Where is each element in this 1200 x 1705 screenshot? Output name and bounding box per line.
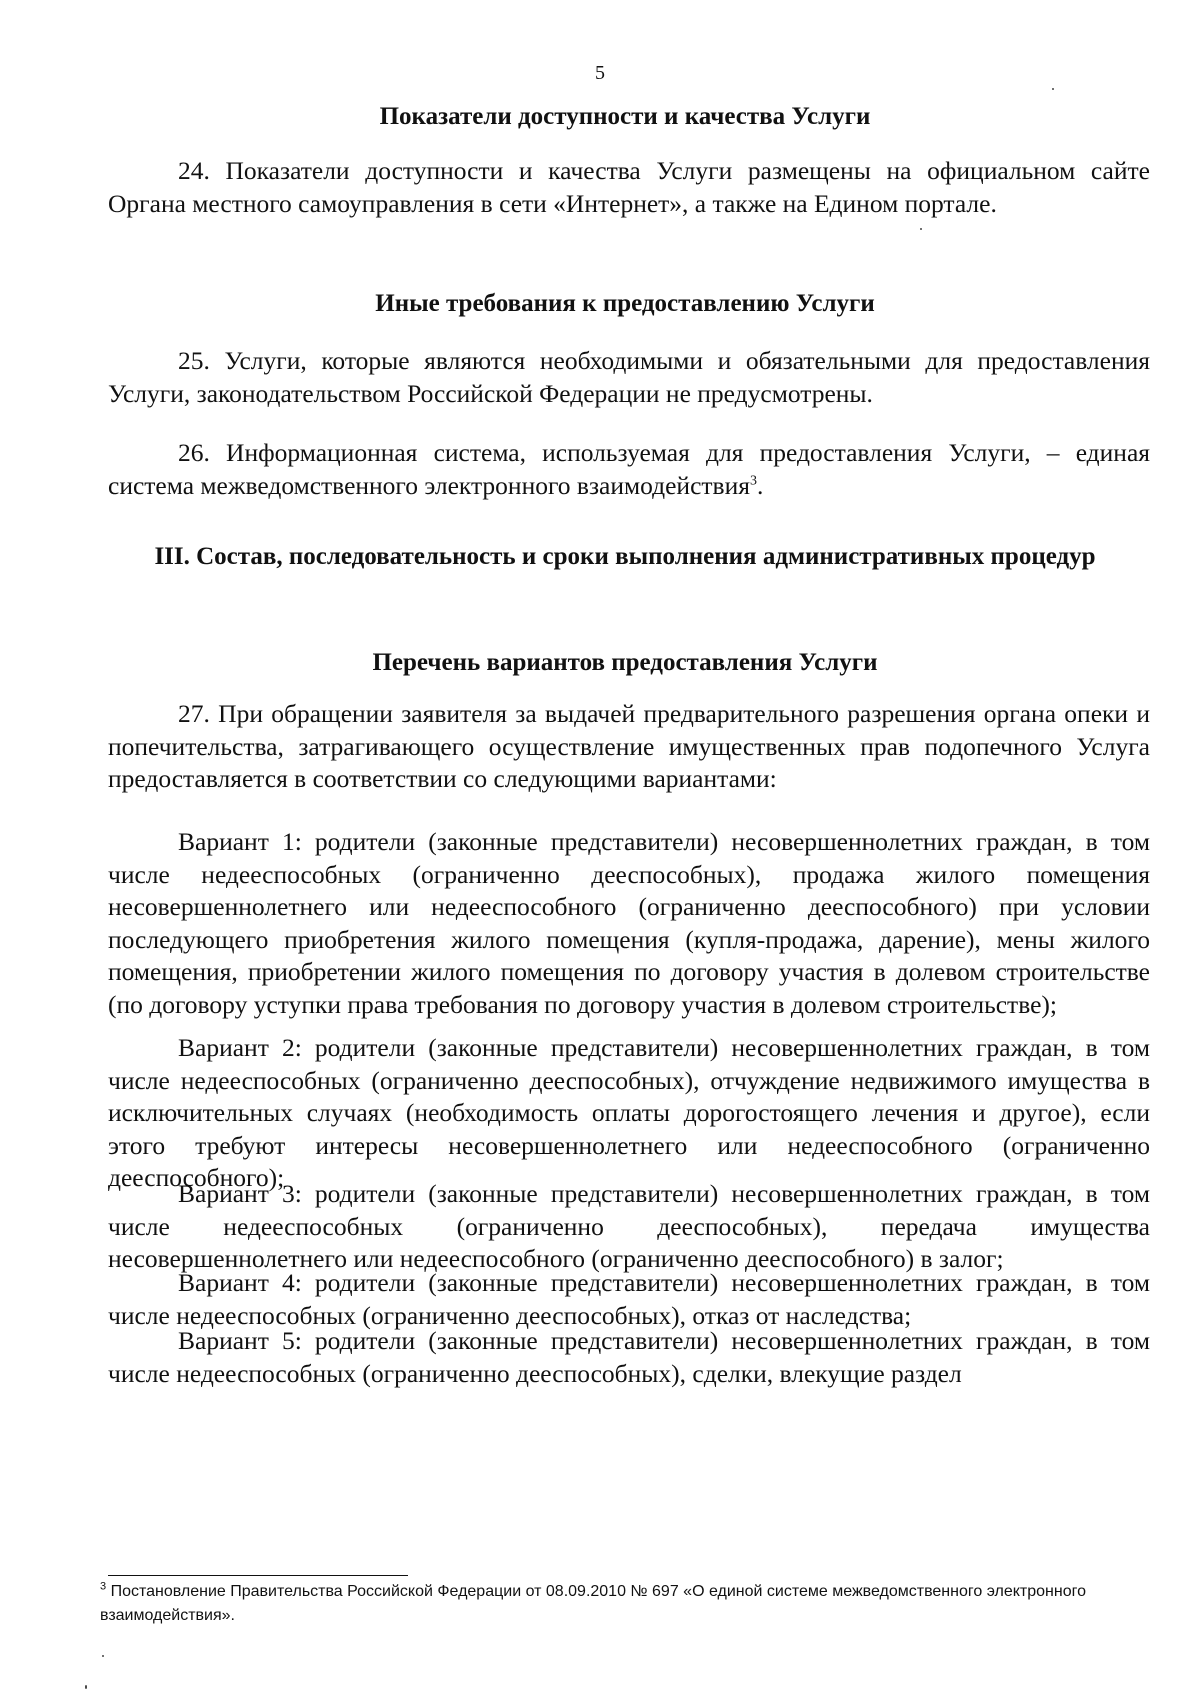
paragraph-26 [108, 437, 1150, 502]
scan-speck [1052, 88, 1054, 90]
paragraph-24: 24. Показатели доступности и качества Услуги размещены на официальном сайте Органа местного самоуправления в сети «Интернет», а также на Едином портале. [108, 156, 1150, 218]
paragraph-26-end: . [756, 470, 764, 500]
heading-section-iii: III. Состав, последовательность и сроки выполнения административных процедур [154, 543, 1096, 570]
heading-other-requirements: Иные требования к предоставлению Услуги [375, 290, 875, 317]
scan-speck [85, 1685, 87, 1689]
footnote-marker: 3 [100, 1580, 107, 1593]
paragraph-25: 25. Услуги, которые являются необходимыми и обязательными для предоставления Услуги, законодательством Российской Федерации не предусмотрены. [108, 346, 1150, 408]
scan-speck [920, 228, 922, 230]
paragraph-27: 27. При обращении заявителя за выдачей предварительного разрешения органа опеки и попечительства, затрагивающего осуществление имущественных прав подопечного Услуга предоставляется в соответствии со следующими вариантами: [108, 699, 1150, 793]
paragraph-26-text: 26. Информационная система, используемая для предоставления Услуги, – единая система межведомственного электронного взаимодействия [108, 438, 1150, 500]
variant-2: Вариант 2: родители (законные представители) несовершеннолетних граждан, в том числе недееспособных (ограниченно дееспособных), отчуждение недвижимого имущества в исключительных случаях (необходимость оплаты дорогостоящего лечения и другое), если этого требуют интересы несовершеннолетнего или недееспособного (ограниченно дееспособного); [108, 1033, 1150, 1192]
footnote-text: Постановление Правительства Российской Федерации от 08.09.2010 № 697 «О единой системе межведомственного электронного взаимодействия». [100, 1583, 1086, 1624]
scan-speck [102, 1655, 104, 1657]
variant-1: Вариант 1: родители (законные представители) несовершеннолетних граждан, в том числе недееспособных (ограниченно дееспособных), продажа жилого помещения несовершеннолетнего или недееспособного (ограниченно дееспособного) при условии последующего приобретения жилого помещения (купля-продажа, дарение), мены жилого помещения, приобретении жилого помещения по договору участия в долевом строительстве (по договору уступки права требования по договору участия в долевом строительстве); [108, 827, 1150, 1019]
variant-3: Вариант 3: родители (законные представители) несовершеннолетних граждан, в том числе недееспособных (ограниченно дееспособных), передача имущества несовершеннолетнего или недееспособного (ограниченно дееспособного) в залог; [108, 1179, 1150, 1273]
footnote-divider [108, 1575, 408, 1576]
heading-availability: Показатели доступности и качества Услуги [379, 103, 871, 130]
variant-5: Вариант 5: родители (законные представители) несовершеннолетних граждан, в том числе недееспособных (ограниченно дееспособных), сделки, влекущие раздел [108, 1326, 1150, 1388]
footnote [100, 1580, 1150, 1628]
footnote-ref: 3 [749, 473, 757, 488]
heading-variants-list: Перечень вариантов предоставления Услуги [372, 649, 878, 676]
page-number: 5 [595, 62, 605, 84]
variant-4: Вариант 4: родители (законные представители) несовершеннолетних граждан, в том числе недееспособных (ограниченно дееспособных), отказ от наследства; [108, 1268, 1150, 1330]
